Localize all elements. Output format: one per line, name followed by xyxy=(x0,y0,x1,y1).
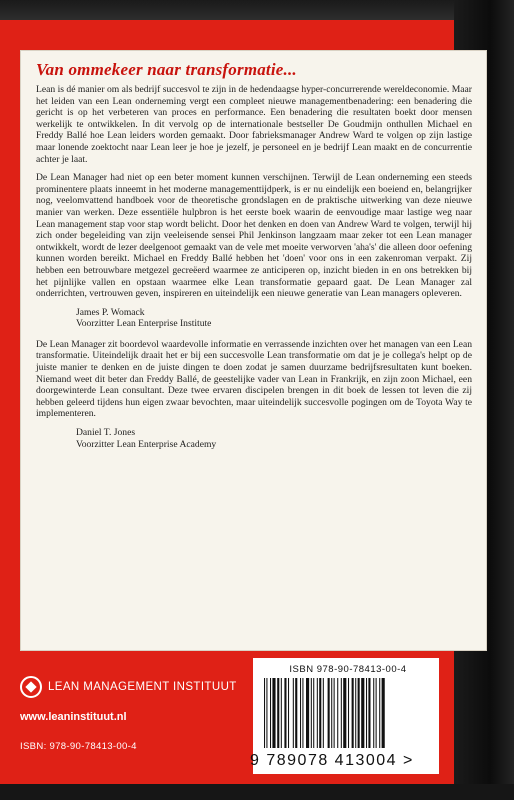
bottom-edge xyxy=(0,784,514,800)
blurb-paragraph-1: Lean is dé manier om als bedrijf succesvol te zijn in de hedendaagse hyper-concurrerende wereldeconomie. Maar het leiden van een Lean onderneming vergt een compleet nieuwe managementbenadering: een benadering die gericht is op het verbeteren van proces en performance. Een benadering die resultaten boekt door mensen werkelijk te ontwikkelen. In dit vervolg op de internationale bestseller De Goudmijn onthullen Michael en Freddy Ballé hoe Lean leiders worden gemaakt. Door fabrieksmanager Andrew Ward te volgen op zijn lastige maar lonende zoektocht naar Lean leer je hoe je jezelf, je personeel en je bedrijf Lean maakt en de concurrentie achter je laat. xyxy=(36,84,472,165)
publisher-website: www.leaninstituut.nl xyxy=(20,711,127,723)
blurb-title: Van ommekeer naar transformatie... xyxy=(36,60,297,79)
barcode-isbn: ISBN 978-90-78413-00-4 xyxy=(289,664,407,675)
blurb-paragraph-2: De Lean Manager had niet op een beter moment kunnen verschijnen. Terwijl de Lean onderneming een steeds prominentere plaats inneemt in het moderne managementtijdperk, is er nu eindelijk een boeiend en, belangrijker nog, veelomvattend handboek voor de theoretische grondslagen en de praktische uitwerking van deze nieuwe manier van werken. Deze essentiële hulpbron is het eerste boek waarin de eenvoudige maar lastige weg naar Lean management stap voor stap wordt belicht. Door het denken en doen van Andrew Ward te volgen, terwijl hij zich onder begeleiding van zijn veeleisende sensei Phil Jenkinson langzaam maar zeker tot een Lean manager ontwikkelt, wordt de lezer deelgenoot gemaakt van de vele met moeite verworven 'aha's' die alleen door oefening kunnen worden bereikt. Michael en Freddy Ballé hebben het 'doen' voor ons in een zakenroman verpakt. Zij hebben een betrouwbare metgezel gecreëerd waarmee ze anticiperen op, inzicht bieden in en ons betrekken bij het pijnlijke vallen en opstaan waarmee elke Lean transformatie gepaard gaat. De Lean Manager zal onderrichten, vertrouwen geven, inspireren en uiteindelijk een nieuwe generatie van Lean managers opleveren. xyxy=(36,172,472,300)
publisher-logo xyxy=(20,675,237,699)
isbn-text: ISBN: 978-90-78413-00-4 xyxy=(20,741,137,752)
endorsement-2-role: Voorzitter Lean Enterprise Academy xyxy=(76,438,217,450)
endorsement-2-name: Daniel T. Jones xyxy=(76,427,136,439)
endorsement-1-name: James P. Womack xyxy=(76,306,145,318)
blurb-body xyxy=(36,84,472,450)
publisher-name: LEAN MANAGEMENT INSTITUUT xyxy=(48,681,237,693)
endorsement-1-role: Voorzitter Lean Enterprise Institute xyxy=(76,318,212,330)
publisher-logo-icon xyxy=(20,676,42,698)
barcode-icon xyxy=(262,678,434,750)
barcode-digits: 9 789078 413004 > xyxy=(250,752,414,769)
blurb-paragraph-3: De Lean Manager zit boordevol waardevolle informatie en verrassende inzichten over het managen van een Lean transformatie. Uiteindelijk draait het er bij een succesvolle Lean transformatie om dat je je collega's helpt op de juiste manier te denken en de juiste dingen te doen zodat je samen duurzame bedrijfsresultaten kunt boeken. Niemand weet dit beter dan Freddy Ballé, de geestelijke vader van Lean in Frankrijk, en zijn zoon Michael, een doorgewinterde Lean consultant. Deze twee ervaren discipelen brengen in dit boek de lessen tot leven die zij hebben geleerd tijdens hun eigen zwaar bevochten, maar uiteindelijk succesvolle pogingen om de Toyota Way te implementeren. xyxy=(36,338,472,420)
top-edge xyxy=(0,0,514,20)
